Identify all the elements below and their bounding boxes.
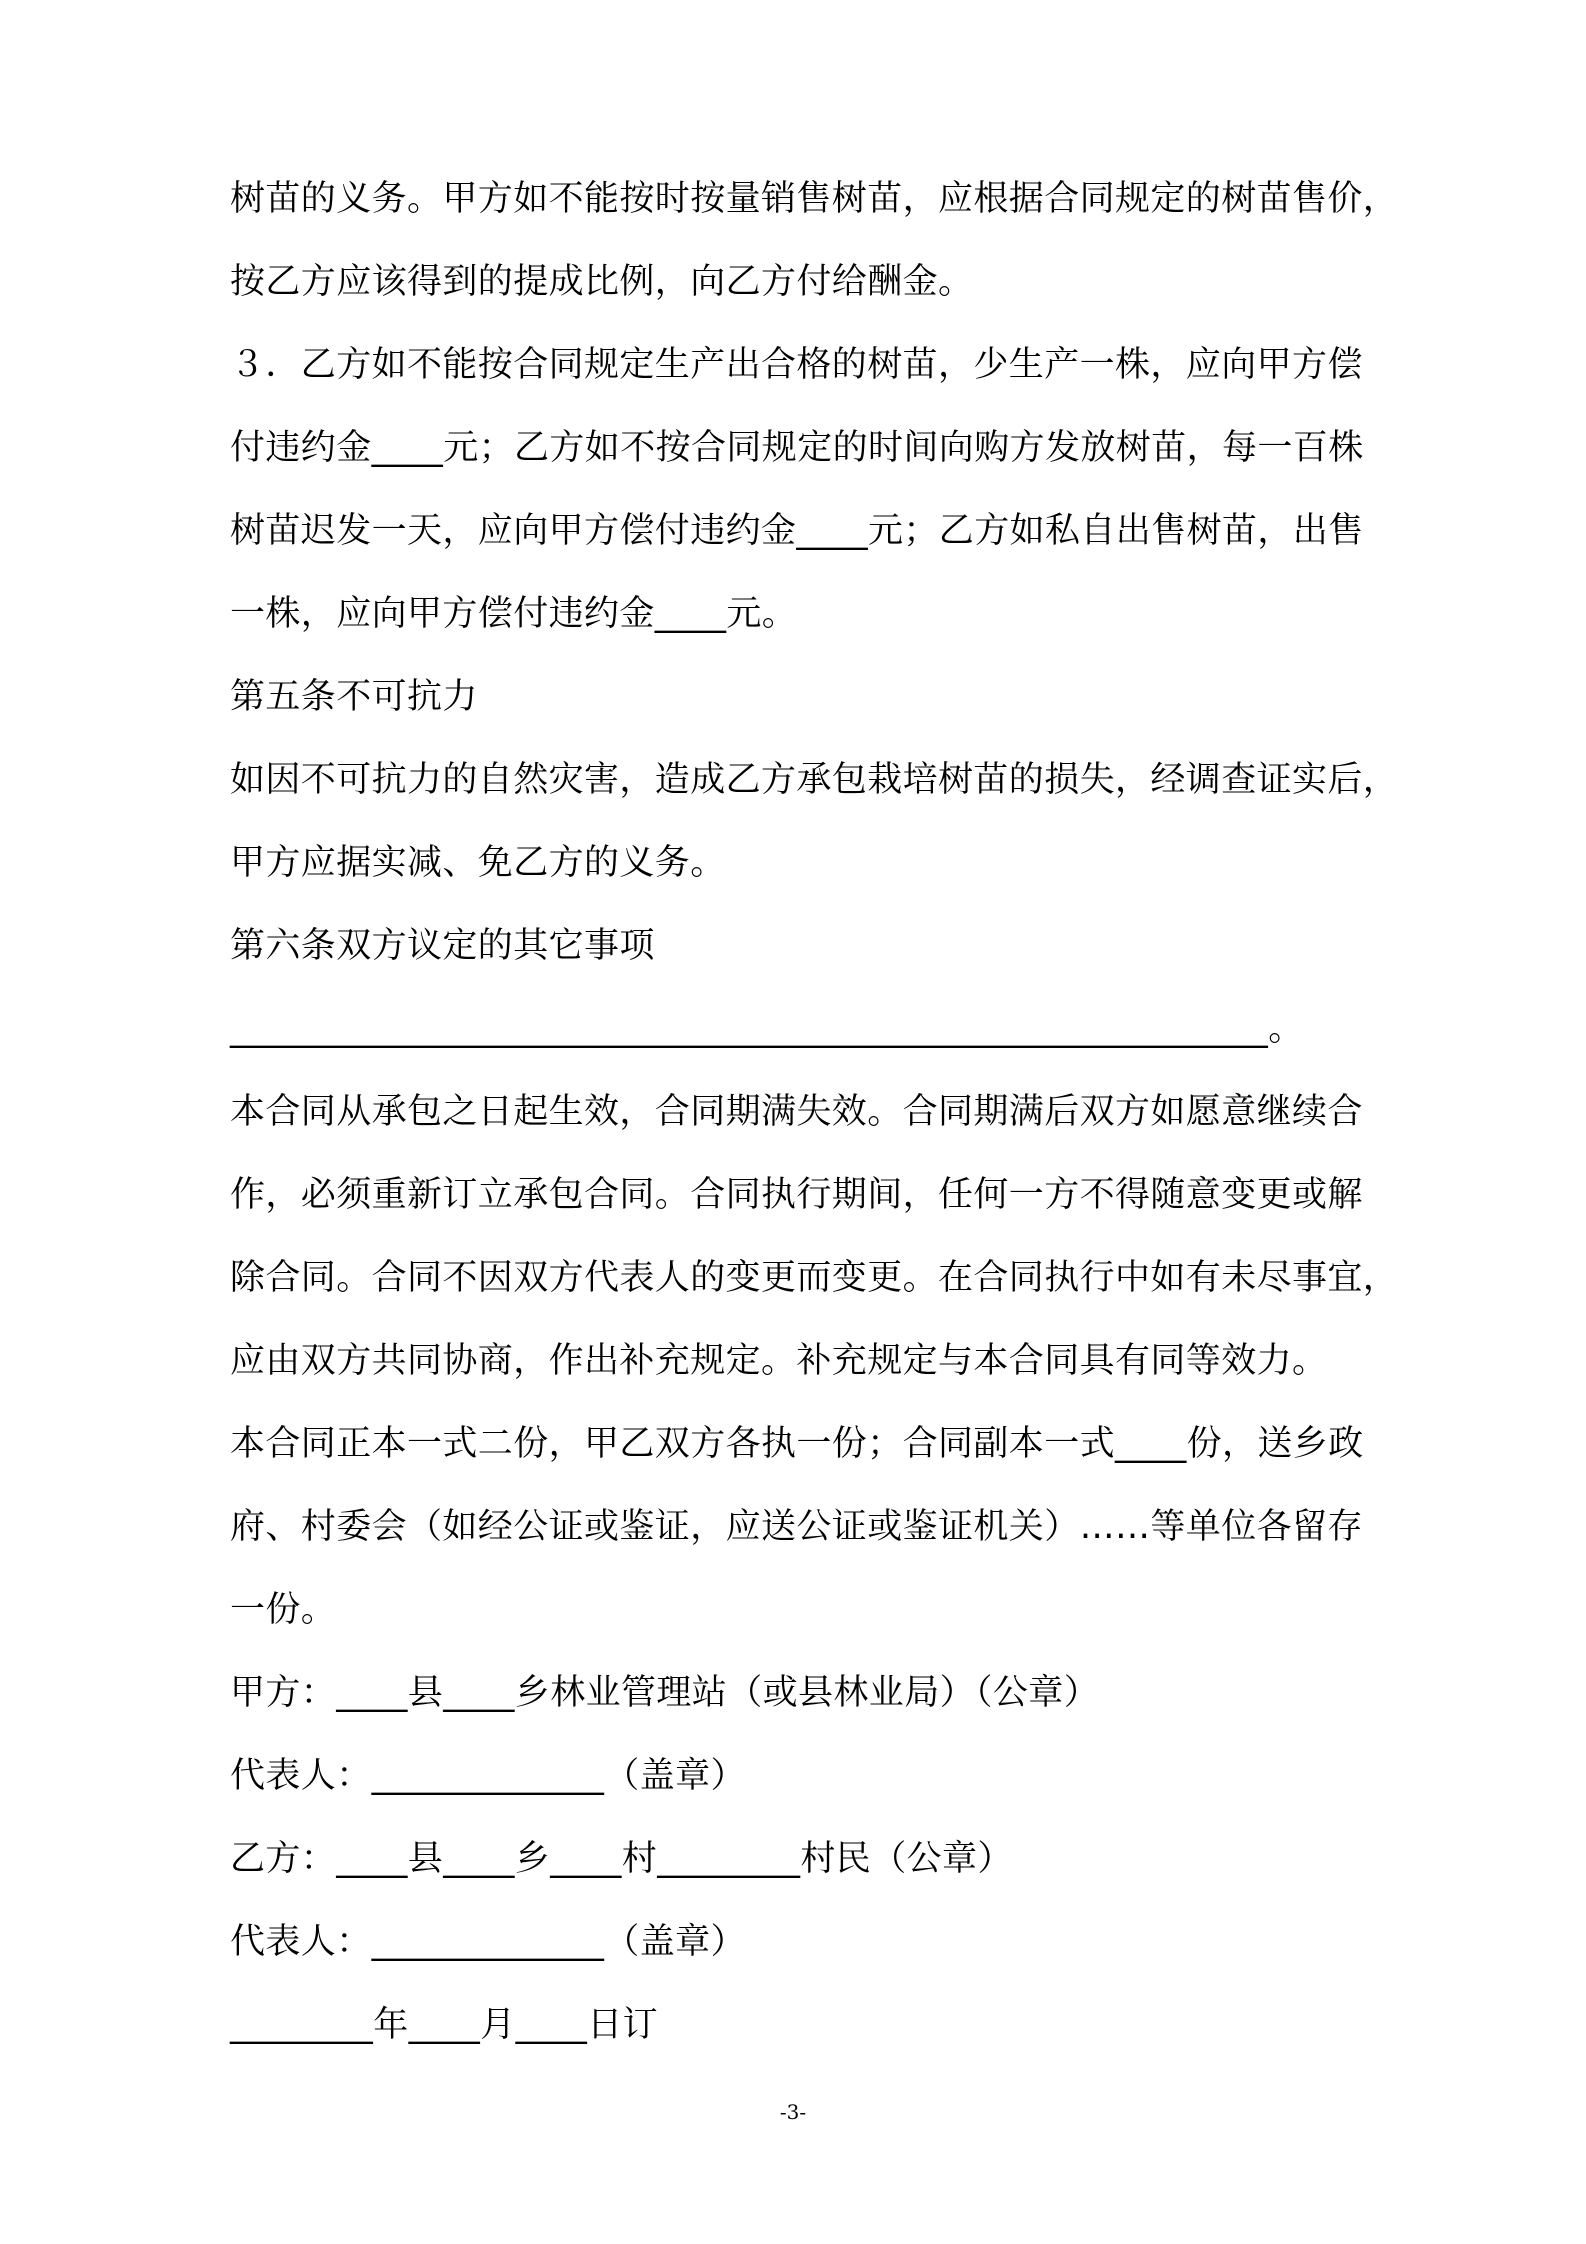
party-a-signature-line: 甲方：____县____乡林业管理站（或县林业局）（公章） (230, 1673, 1100, 1713)
text-line: 除合同。合同不因双方代表人的变更而变更。在合同执行中如有未尽事宜， (230, 1258, 1399, 1298)
page-number: -3- (779, 2100, 807, 2124)
party-b-signature-line: 乙方：____县____乡____村________村民（公章） (230, 1839, 1013, 1879)
text-line: 府、村委会（如经公证或鉴证，应送公证或鉴证机关）……等单位各留存 (230, 1507, 1363, 1547)
text-line: 甲方应据实减、免乙方的义务。 (230, 843, 726, 883)
text-line: 本合同从承包之日起生效，合同期满失效。合同期满后双方如愿意继续合 (230, 1092, 1363, 1132)
text-line: 按乙方应该得到的提成比例，向乙方付给酬金。 (230, 262, 974, 302)
text-line: 如因不可抗力的自然灾害，造成乙方承包栽培树苗的损失，经调查证实后， (230, 760, 1399, 800)
text-line: 一株，应向甲方偿付违约金____元。 (230, 594, 798, 634)
text-line: 树苗的义务。甲方如不能按时按量销售树苗，应根据合同规定的树苗售价， (230, 179, 1399, 219)
party-b-representative-line: 代表人：_____________（盖章） (230, 1922, 746, 1962)
text-line: 应由双方共同协商，作出补充规定。补充规定与本合同具有同等效力。 (230, 1341, 1328, 1381)
party-a-representative-line: 代表人：_____________（盖章） (230, 1756, 746, 1796)
blank-fill-line: __________________________________________________________。 (230, 1009, 1304, 1049)
text-line: 树苗迟发一天，应向甲方偿付违约金____元；乙方如私自出售树苗，出售 (230, 511, 1364, 551)
text-line: 付违约金____元；乙方如不按合同规定的时间向购方发放树苗，每一百株 (230, 428, 1364, 468)
text-line: 一份。 (230, 1590, 337, 1630)
text-line: ３．乙方如不能按合同规定生产出合格的树苗，少生产一株，应向甲方偿 (230, 345, 1363, 385)
text-line: 本合同正本一式二份，甲乙双方各执一份；合同副本一式____份，送乡政 (230, 1424, 1364, 1464)
document-body (230, 158, 1446, 2067)
text-line: 作，必须重新订立承包合同。合同执行期间，任何一方不得随意变更或解 (230, 1175, 1363, 1215)
section-heading: 第五条不可抗力 (230, 677, 478, 717)
date-line: ________年____月____日订 (230, 2005, 659, 2045)
section-heading: 第六条双方议定的其它事项 (230, 926, 655, 966)
